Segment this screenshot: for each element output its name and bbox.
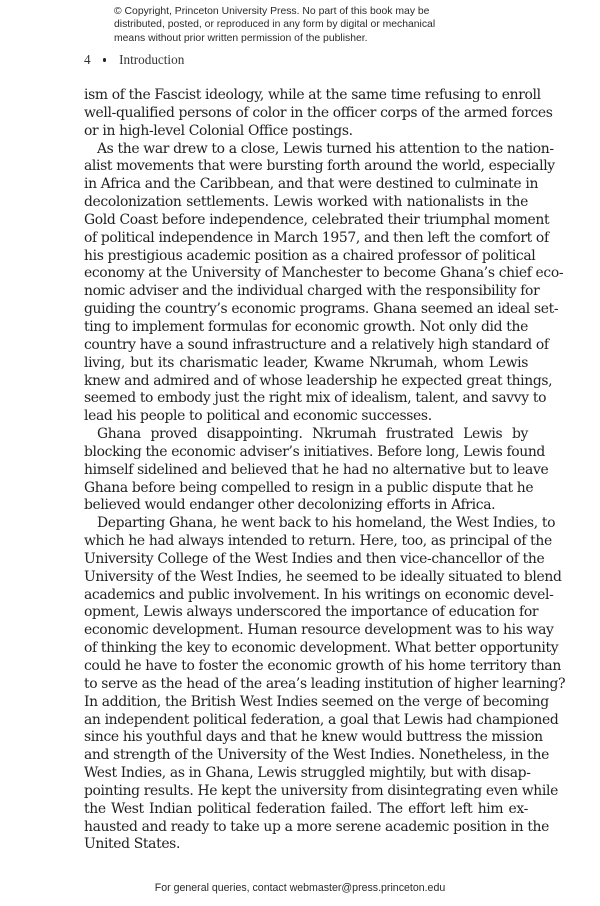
text-line: academics and public involvement. In his writings on economic devel- — [84, 586, 554, 603]
text-line: As the war drew to a close, Lewis turned his attention to the nation- — [97, 140, 554, 157]
text-line: well-qualified persons of color in the officer corps of the armed forces — [84, 104, 553, 121]
running-head — [84, 52, 184, 68]
copyright-notice — [114, 5, 494, 45]
text-line: ting to implement formulas for economic growth. Not only did the — [84, 318, 528, 335]
page-number: 4 — [84, 52, 91, 67]
text-line: nomic adviser and the individual charged with the responsibility for — [84, 283, 540, 300]
text-line: an independent political federation, a goal that Lewis had championed — [84, 711, 559, 728]
section-title: Introduction — [119, 52, 185, 67]
text-line: pointing results. He kept the university from disintegrating even while — [84, 782, 558, 799]
text-line: In addition, the British West Indies seemed on the verge of becoming — [84, 693, 549, 710]
text-line: country have a sound infrastructure and a relatively high standard of — [84, 336, 549, 353]
text-line: which he had always intended to return. Here, too, as principal of the — [84, 533, 552, 550]
text-line: opment, Lewis always underscored the importance of education for — [84, 604, 539, 621]
text-line: himself sidelined and believed that he had no alternative but to leave — [84, 461, 549, 478]
text-line: Ghana before being compelled to resign in a public dispute that he — [84, 479, 534, 496]
text-line: Departing Ghana, he went back to his homeland, the West Indies, to — [97, 515, 556, 532]
text-line: in Africa and the Caribbean, and that were destined to culminate in — [84, 176, 539, 193]
text-line: economic development. Human resource development was to his way — [84, 622, 554, 639]
footer-contact: For general queries, contact webmaster@press.princeton.edu — [154, 882, 446, 894]
text-line: lead his people to political and economic successes. — [84, 408, 432, 425]
text-line: University College of the West Indies and then vice-chancellor of the — [84, 550, 545, 567]
text-line: believed would endanger other decolonizing efforts in Africa. — [84, 497, 496, 514]
text-line: Gold Coast before independence, celebrated their triumphal moment — [84, 211, 550, 228]
text-line: of thinking the key to economic development. What better opportunity — [84, 640, 559, 657]
text-line: living, but its charismatic leader, Kwame Nkrumah, whom Lewis — [84, 354, 528, 371]
body-text — [84, 87, 566, 854]
text-line: hausted and ready to take up a more serene academic position in the — [84, 818, 550, 835]
copyright-line: distributed, posted, or reproduced in any form by digital or mechanical — [114, 19, 436, 31]
text-line: alist movements that were bursting forth around the world, especially — [84, 158, 555, 175]
text-line: the West Indian political federation failed. The effort left him ex- — [84, 800, 528, 817]
text-line: since his youthful days and that he knew would buttress the mission — [84, 729, 543, 746]
text-line: Ghana proved disappointing. Nkrumah frustrated Lewis by — [97, 426, 528, 443]
paragraph — [84, 426, 549, 515]
text-line: to serve as the head of the area’s leading institution of higher learning? — [84, 675, 566, 692]
text-line: could he have to foster the economic growth of his home territory than — [84, 658, 561, 674]
paragraph — [84, 515, 566, 854]
copyright-line: © Copyright, Princeton University Press. No part of this book may be — [114, 6, 430, 17]
text-line: West Indies, as in Ghana, Lewis struggled mightily, but with disap- — [84, 765, 531, 782]
bullet-separator-icon — [103, 58, 107, 62]
text-line: economy at the University of Manchester to become Ghana’s chief eco- — [84, 265, 564, 282]
text-line: of political independence in March 1957, and then left the comfort of — [84, 229, 549, 246]
paragraph — [84, 140, 564, 427]
text-line: and strength of the University of the West Indies. Nonetheless, in the — [84, 747, 549, 764]
text-line: knew and admired and of whose leadership he expected great things, — [84, 372, 553, 389]
text-line: ism of the Fascist ideology, while at the same time refusing to enroll — [84, 87, 541, 103]
copyright-line: means without prior written permission of the publisher. — [114, 32, 368, 44]
text-line: United States. — [84, 836, 181, 853]
text-line: University of the West Indies, he seemed to be ideally situated to blend — [84, 568, 562, 585]
text-line: his prestigious academic position as a chaired professor of political — [84, 247, 536, 264]
text-line: blocking the economic adviser’s initiatives. Before long, Lewis found — [84, 443, 545, 460]
text-line: or in high-level Colonial Office postings. — [84, 122, 353, 139]
text-line: decolonization settlements. Lewis worked with nationalists in the — [84, 194, 528, 211]
paragraph — [84, 87, 553, 141]
text-line: seemed to embody just the right mix of idealism, talent, and savvy to — [84, 390, 547, 407]
text-line: guiding the country’s economic programs. Ghana seemed an ideal set- — [84, 301, 559, 318]
